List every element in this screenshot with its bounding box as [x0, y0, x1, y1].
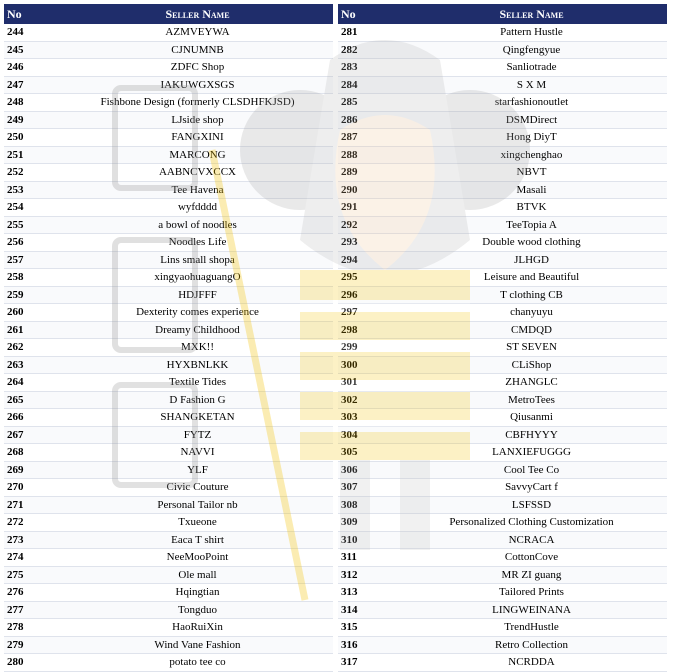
row-number: 258 [4, 269, 62, 287]
seller-name: NCRACA [396, 531, 667, 549]
row-number: 260 [4, 304, 62, 322]
row-number: 310 [338, 531, 396, 549]
seller-name: Noodles Life [62, 234, 333, 252]
table-row [4, 234, 333, 252]
table-row [338, 461, 667, 479]
row-number: 250 [4, 129, 62, 147]
row-number: 308 [338, 496, 396, 514]
row-number: 309 [338, 514, 396, 532]
row-number: 262 [4, 339, 62, 357]
seller-name: Civic Couture [62, 479, 333, 497]
row-number: 265 [4, 391, 62, 409]
row-number: 314 [338, 601, 396, 619]
row-number: 247 [4, 76, 62, 94]
seller-name: MR ZI guang [396, 566, 667, 584]
seller-name: Leisure and Beautiful [396, 269, 667, 287]
table-row [338, 479, 667, 497]
table-row [4, 514, 333, 532]
seller-name: DSMDirect [396, 111, 667, 129]
table-row [4, 269, 333, 287]
seller-name: Textile Tides [62, 374, 333, 392]
seller-name: LANXIEFUGGG [396, 444, 667, 462]
seller-name: Tailored Prints [396, 584, 667, 602]
seller-name: MARCONG [62, 146, 333, 164]
seller-name: ZHANGLC [396, 374, 667, 392]
row-number: 286 [338, 111, 396, 129]
column-header-seller-name: Seller Name [396, 4, 667, 24]
seller-name: ST SEVEN [396, 339, 667, 357]
table-row [338, 601, 667, 619]
row-number: 274 [4, 549, 62, 567]
row-number: 263 [4, 356, 62, 374]
row-number: 251 [4, 146, 62, 164]
seller-name: Wind Vane Fashion [62, 636, 333, 654]
row-number: 248 [4, 94, 62, 112]
table-row [338, 356, 667, 374]
row-number: 306 [338, 461, 396, 479]
row-number: 292 [338, 216, 396, 234]
seller-name: xingchenghao [396, 146, 667, 164]
seller-name: HDJFFF [62, 286, 333, 304]
table-row [4, 111, 333, 129]
seller-name: Hqingtian [62, 584, 333, 602]
row-number: 275 [4, 566, 62, 584]
seller-name: Fishbone Design (formerly CLSDHFKJSD) [62, 94, 333, 112]
row-number: 277 [4, 601, 62, 619]
seller-name: Masali [396, 181, 667, 199]
seller-name: Retro Collection [396, 636, 667, 654]
row-number: 303 [338, 409, 396, 427]
table-row [4, 164, 333, 182]
row-number: 259 [4, 286, 62, 304]
table-row [338, 24, 667, 41]
row-number: 264 [4, 374, 62, 392]
table-row [338, 409, 667, 427]
table-row [4, 199, 333, 217]
seller-name: SHANGKETAN [62, 409, 333, 427]
seller-name: SavvyCart f [396, 479, 667, 497]
row-number: 315 [338, 619, 396, 637]
row-number: 252 [4, 164, 62, 182]
table-row [338, 251, 667, 269]
seller-name: a bowl of noodles [62, 216, 333, 234]
seller-name: CottonCove [396, 549, 667, 567]
table-row [4, 584, 333, 602]
row-number: 313 [338, 584, 396, 602]
seller-name: Ole mall [62, 566, 333, 584]
table-row [4, 181, 333, 199]
seller-name: Double wood clothing [396, 234, 667, 252]
seller-name: NCRDDA [396, 654, 667, 672]
row-number: 295 [338, 269, 396, 287]
table-row [338, 234, 667, 252]
table-row [4, 321, 333, 339]
seller-name: Tongduo [62, 601, 333, 619]
row-number: 289 [338, 164, 396, 182]
seller-name: ZDFC Shop [62, 59, 333, 77]
row-number: 283 [338, 59, 396, 77]
table-row [338, 164, 667, 182]
seller-name: Lins small shopa [62, 251, 333, 269]
seller-name: CJNUMNB [62, 41, 333, 59]
row-number: 288 [338, 146, 396, 164]
table-row [338, 269, 667, 287]
row-number: 253 [4, 181, 62, 199]
table-row [4, 59, 333, 77]
table-header-row [4, 4, 333, 24]
seller-name: MXK!! [62, 339, 333, 357]
seller-name: TeeTopia A [396, 216, 667, 234]
table-row [338, 654, 667, 672]
seller-name: LSFSSD [396, 496, 667, 514]
seller-name: starfashionoutlet [396, 94, 667, 112]
row-number: 290 [338, 181, 396, 199]
table-row [4, 549, 333, 567]
row-number: 284 [338, 76, 396, 94]
seller-name: Cool Tee Co [396, 461, 667, 479]
table-row [338, 566, 667, 584]
table-row [338, 444, 667, 462]
table-row [338, 549, 667, 567]
row-number: 317 [338, 654, 396, 672]
table-row [4, 496, 333, 514]
table-row [4, 24, 333, 41]
seller-table-left [4, 4, 333, 672]
seller-name: CMDQD [396, 321, 667, 339]
seller-name: CLiShop [396, 356, 667, 374]
seller-name: Personal Tailor nb [62, 496, 333, 514]
row-number: 280 [4, 654, 62, 672]
table-row [338, 391, 667, 409]
seller-name: MetroTees [396, 391, 667, 409]
table-row [338, 286, 667, 304]
seller-name: BTVK [396, 199, 667, 217]
row-number: 272 [4, 514, 62, 532]
seller-name: Qingfengyue [396, 41, 667, 59]
seller-name: wyfdddd [62, 199, 333, 217]
row-number: 255 [4, 216, 62, 234]
row-number: 281 [338, 24, 396, 41]
table-row [4, 566, 333, 584]
seller-name: xingyaohuaguangO [62, 269, 333, 287]
table-row [4, 391, 333, 409]
table-row [4, 339, 333, 357]
table-row [4, 216, 333, 234]
table-row [338, 339, 667, 357]
seller-name: NBVT [396, 164, 667, 182]
seller-name: chanyuyu [396, 304, 667, 322]
seller-table-right [338, 4, 667, 672]
row-number: 266 [4, 409, 62, 427]
table-row [338, 94, 667, 112]
row-number: 249 [4, 111, 62, 129]
row-number: 298 [338, 321, 396, 339]
seller-name: S X M [396, 76, 667, 94]
seller-name: TrendHustle [396, 619, 667, 637]
row-number: 261 [4, 321, 62, 339]
row-number: 267 [4, 426, 62, 444]
seller-name: CBFHYYY [396, 426, 667, 444]
table-row [4, 636, 333, 654]
row-number: 293 [338, 234, 396, 252]
table-row [338, 636, 667, 654]
seller-name: Sanliotrade [396, 59, 667, 77]
seller-name: Personalized Clothing Customization [396, 514, 667, 532]
row-number: 245 [4, 41, 62, 59]
row-number: 273 [4, 531, 62, 549]
seller-name: FYTZ [62, 426, 333, 444]
table-row [338, 59, 667, 77]
seller-name: NeeMooPoint [62, 549, 333, 567]
column-header-no: No [4, 4, 62, 24]
seller-name: HaoRuiXin [62, 619, 333, 637]
row-number: 256 [4, 234, 62, 252]
table-body-right [338, 24, 667, 671]
row-number: 312 [338, 566, 396, 584]
row-number: 307 [338, 479, 396, 497]
row-number: 276 [4, 584, 62, 602]
row-number: 285 [338, 94, 396, 112]
seller-name: Pattern Hustle [396, 24, 667, 41]
row-number: 294 [338, 251, 396, 269]
table-row [338, 514, 667, 532]
seller-name: HYXBNLKK [62, 356, 333, 374]
table-row [338, 496, 667, 514]
table-row [338, 216, 667, 234]
table-row [4, 129, 333, 147]
row-number: 300 [338, 356, 396, 374]
seller-name: AZMVEYWA [62, 24, 333, 41]
seller-name: Txueone [62, 514, 333, 532]
seller-name: Qiusanmi [396, 409, 667, 427]
seller-name: D Fashion G [62, 391, 333, 409]
row-number: 254 [4, 199, 62, 217]
seller-name: potato tee co [62, 654, 333, 672]
seller-name: NAVVI [62, 444, 333, 462]
table-row [4, 479, 333, 497]
table-row [338, 321, 667, 339]
table-row [338, 181, 667, 199]
table-row [4, 251, 333, 269]
row-number: 302 [338, 391, 396, 409]
table-row [4, 426, 333, 444]
row-number: 296 [338, 286, 396, 304]
seller-name: IAKUWGXSGS [62, 76, 333, 94]
row-number: 244 [4, 24, 62, 41]
table-row [338, 426, 667, 444]
seller-name: AABNCVXCCX [62, 164, 333, 182]
seller-name: Tee Havena [62, 181, 333, 199]
table-row [338, 199, 667, 217]
row-number: 270 [4, 479, 62, 497]
row-number: 257 [4, 251, 62, 269]
table-row [338, 76, 667, 94]
seller-name: Dexterity comes experience [62, 304, 333, 322]
table-row [338, 146, 667, 164]
row-number: 311 [338, 549, 396, 567]
seller-name: FANGXINI [62, 129, 333, 147]
table-row [4, 286, 333, 304]
row-number: 246 [4, 59, 62, 77]
seller-name: LJside shop [62, 111, 333, 129]
seller-name: LINGWEINANA [396, 601, 667, 619]
table-row [338, 584, 667, 602]
row-number: 316 [338, 636, 396, 654]
table-row [4, 601, 333, 619]
table-row [4, 531, 333, 549]
seller-name: Eaca T shirt [62, 531, 333, 549]
table-header-row [338, 4, 667, 24]
row-number: 291 [338, 199, 396, 217]
row-number: 278 [4, 619, 62, 637]
table-row [338, 304, 667, 322]
table-row [4, 356, 333, 374]
table-row [4, 304, 333, 322]
row-number: 282 [338, 41, 396, 59]
row-number: 268 [4, 444, 62, 462]
table-row [4, 76, 333, 94]
table-row [338, 129, 667, 147]
table-row [338, 374, 667, 392]
table-row [4, 619, 333, 637]
table-row [338, 41, 667, 59]
seller-name: T clothing CB [396, 286, 667, 304]
seller-name: YLF [62, 461, 333, 479]
table-row [338, 619, 667, 637]
table-row [4, 409, 333, 427]
row-number: 297 [338, 304, 396, 322]
table-row [4, 461, 333, 479]
column-header-no: No [338, 4, 396, 24]
row-number: 305 [338, 444, 396, 462]
table-row [4, 374, 333, 392]
row-number: 299 [338, 339, 396, 357]
table-row [4, 654, 333, 672]
row-number: 304 [338, 426, 396, 444]
seller-name: Hong DiyT [396, 129, 667, 147]
row-number: 301 [338, 374, 396, 392]
row-number: 287 [338, 129, 396, 147]
table-row [4, 444, 333, 462]
column-header-seller-name: Seller Name [62, 4, 333, 24]
seller-name: Dreamy Childhood [62, 321, 333, 339]
table-row [338, 111, 667, 129]
seller-tables [4, 4, 672, 672]
table-row [338, 531, 667, 549]
row-number: 269 [4, 461, 62, 479]
table-body-left [4, 24, 333, 671]
seller-name: JLHGD [396, 251, 667, 269]
table-row [4, 41, 333, 59]
row-number: 279 [4, 636, 62, 654]
table-row [4, 94, 333, 112]
table-row [4, 146, 333, 164]
row-number: 271 [4, 496, 62, 514]
